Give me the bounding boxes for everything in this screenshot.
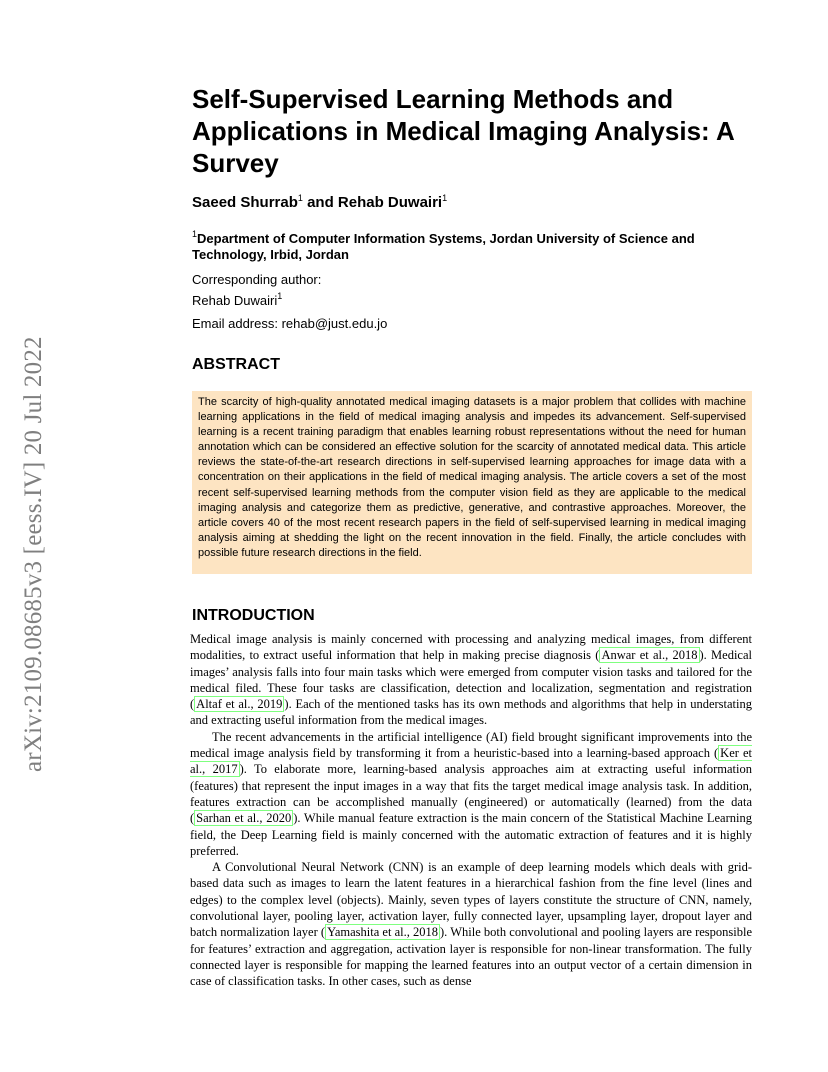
- paper-title: Self-Supervised Learning Methods and Applications in Medical Imaging Analysis: A Survey: [192, 84, 734, 178]
- author-name: Saeed Shurrab: [192, 194, 298, 211]
- affiliation-mark: 1: [297, 193, 303, 203]
- affiliation-mark: 1: [277, 291, 283, 301]
- citation-link[interactable]: Ker et al., 2017: [190, 746, 752, 777]
- arxiv-identifier: [20, 296, 50, 772]
- arxiv-identifier-text: arXiv:2109.08685v3 [eess.IV] 20 Jul 2022: [20, 336, 47, 772]
- corresponding-author: [192, 272, 321, 309]
- introduction-heading: INTRODUCTION: [192, 607, 315, 624]
- paragraph-text: ). While both convolutional and pooling layers are responsible for features’ extraction and aggregation, activation layer is responsible for non-linear transformation. The fully connected layer is responsible for mapping the learned features into an output vector of a certain dimension in case of classification tasks. In other cases, such as dense: [190, 925, 753, 989]
- abstract-text: The scarcity of high-quality annotated medical imaging datasets is a major problem that collides with machine learning applications in the field of medical imaging analysis and impedes its advancement. Self-supervised learning is a recent training paradigm that enables learning robust representations without the need for human annotation which can be considered an effective solution for the scarcity of annotated medical data. This article reviews the state-of-the-art research directions in self-supervised learning approaches for image data with a concentration on their applications in the field of medical imaging analysis. The article covers a set of the most recent self-supervised learning methods from the computer vision field as they are applicable to the medical imaging analysis and categorize them as predictive, generative, and contrastive approaches. Moreover, the article covers 40 of the most recent research papers in the field of self-supervised learning in medical imaging analysis aiming at shedding the light on the recent innovation in the field. Finally, the article concludes with possible future research directions in the field.: [198, 396, 746, 559]
- paragraph-text: A Convolutional Neural Network (CNN) is an example of deep learning models which deals with grid-based data such as images to learn the latent features in a hierarchical fashion from the fine level (lines and edges) to the complex level (objects). Mainly, seven types of layers constitute the structure of CNN, namely, convolutional layer, pooling layer, activation layer, fully connected layer, upsampling layer, dropout layer and batch normalization layer (: [190, 860, 752, 940]
- paragraph-text: ). Each of the mentioned tasks has its own methods and algorithms that help in understating and extracting useful information from the medical images.: [190, 697, 753, 728]
- paragraph: [190, 859, 752, 989]
- email-address: Email address: rehab@just.edu.jo: [192, 316, 388, 331]
- paragraph-text: ). To elaborate more, learning-based analysis approaches aim at extracting useful information (features) that represent the input images in a way that fits the target medical image analysis task. In addition, features extraction can be accomplished manually (engineered) or automatically (learned) from the data (: [190, 762, 752, 826]
- corresponding-name-line: [192, 288, 321, 309]
- citation-link[interactable]: Sarhan et al., 2020: [196, 811, 292, 826]
- introduction-body: [190, 631, 752, 990]
- paragraph: [190, 729, 752, 859]
- abstract-box: [192, 391, 752, 574]
- citation-link[interactable]: Altaf et al., 2019: [196, 697, 283, 712]
- affiliation-text: Department of Computer Information Systems, Jordan University of Science and Technology, Irbid, Jordan: [192, 231, 695, 262]
- paragraph: [190, 631, 752, 729]
- affiliation-mark: 1: [442, 193, 448, 203]
- author-conjunction: and: [307, 194, 334, 211]
- paragraph-text: ). While manual feature extraction is the main concern of the Statistical Machine Learning field, the Deep Learning field is mainly concerned with the automatic extraction of features and it is highly preferred.: [190, 811, 752, 858]
- affiliation-mark: 1: [192, 229, 198, 239]
- abstract-heading: ABSTRACT: [192, 356, 280, 373]
- author-line: [192, 193, 447, 211]
- citation-link[interactable]: Anwar et al., 2018: [601, 648, 698, 663]
- citation-link[interactable]: Yamashita et al., 2018: [327, 925, 439, 940]
- paragraph-text: The recent advancements in the artificial intelligence (AI) field brought significant improvements into the medical image analysis field by transforming it from a heuristic-based into a learning-based approach (: [190, 729, 752, 761]
- corresponding-label: Corresponding author:: [192, 272, 322, 287]
- affiliation: [192, 226, 752, 263]
- paragraph-text: Medical image analysis is mainly concerned with processing and analyzing medical images, from different modalities, to extract useful information that help in making precise diagnosis (: [190, 632, 752, 663]
- corresponding-name: Rehab Duwairi: [192, 293, 278, 308]
- paragraph-text: ). Medical images’ analysis falls into four main tasks which were emerged from computer vision tasks and tailored for the medical filed. These four tasks are classification, detection and localization, segmentation and registration (: [190, 648, 752, 712]
- author-name: Rehab Duwairi: [337, 194, 443, 211]
